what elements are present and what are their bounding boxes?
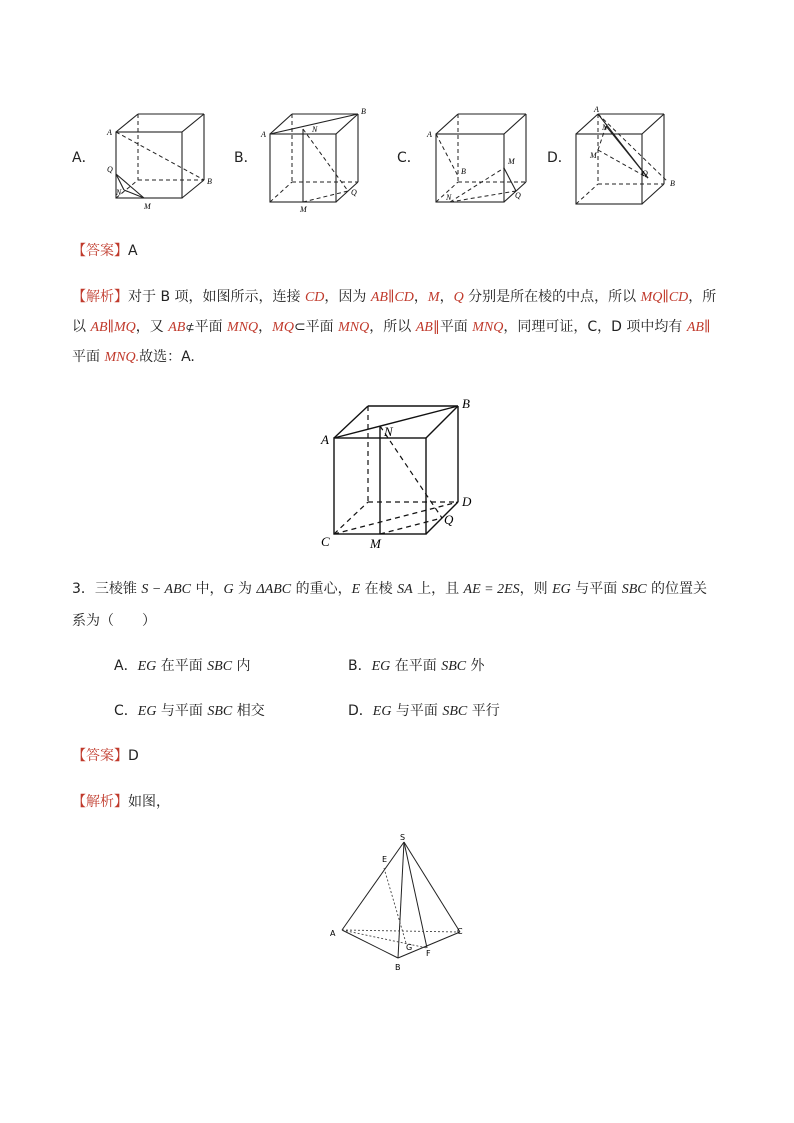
svg-text:Q: Q	[107, 165, 113, 174]
answer-tag: 【答案】	[72, 748, 128, 764]
cube-figure-b-enlarged	[318, 392, 488, 557]
option-a-label: A．	[72, 150, 96, 166]
svg-text:B: B	[207, 177, 212, 186]
answer-line-2	[72, 745, 139, 767]
label-B: B	[462, 396, 470, 411]
option-c-label: C．	[397, 150, 421, 166]
analysis-2-line-1: 【解析】如图，	[72, 794, 170, 810]
label-E: E	[382, 855, 388, 864]
answer-value: D	[128, 748, 139, 764]
q3-option-c[interactable]: C．EG 与平面 SBC 相交	[114, 703, 265, 719]
svg-text:A: A	[261, 130, 266, 139]
question-3-line-1: 3．三棱锥 S − ABC 中，G 为 ΔABC 的重心，E 在棱 SA 上，且 AE = 2ES，则 EG 与平面 SBC 的位置关	[72, 581, 708, 597]
q3-option-d[interactable]: D．EG 与平面 SBC 平行	[348, 703, 500, 719]
label-Q: Q	[444, 512, 454, 527]
label-B: B	[395, 963, 401, 972]
svg-text:M: M	[300, 205, 307, 214]
q3-option-a[interactable]: A．EG 在平面 SBC 内	[114, 658, 251, 674]
svg-text:M: M	[590, 151, 597, 160]
svg-text:M: M	[144, 202, 151, 211]
svg-text:Q: Q	[351, 188, 357, 197]
label-C: C	[321, 534, 330, 549]
label-G: G	[406, 943, 413, 952]
option-d-label: D．	[547, 150, 572, 166]
svg-text:A: A	[107, 128, 112, 137]
analysis-1-line-3: 平面 MNQ.故选：A.	[72, 349, 195, 365]
label-S: S	[400, 833, 406, 842]
svg-text:B: B	[361, 107, 366, 116]
label-A: A	[321, 432, 329, 447]
svg-text:N: N	[116, 188, 122, 197]
q3-option-b[interactable]: B．EG 在平面 SBC 外	[348, 658, 485, 674]
svg-text:N: N	[602, 123, 608, 132]
cube-figure-d	[568, 104, 688, 214]
analysis-tag: 【解析】	[72, 289, 128, 305]
pyramid-figure	[322, 830, 472, 975]
svg-text:A: A	[594, 105, 599, 114]
analysis-tag: 【解析】	[72, 794, 128, 810]
option-b-label: B．	[234, 150, 258, 166]
svg-text:N: N	[446, 193, 452, 202]
svg-text:N: N	[312, 125, 318, 134]
svg-text:Q: Q	[515, 191, 521, 200]
label-A: A	[330, 929, 336, 938]
label-M: M	[370, 536, 381, 551]
label-C: C	[457, 927, 463, 936]
answer-line-1	[72, 240, 138, 262]
cube-figure-b	[258, 104, 378, 214]
label-D: D	[462, 494, 472, 509]
answer-tag: 【答案】	[72, 243, 128, 259]
svg-text:B: B	[461, 167, 466, 176]
svg-text:Q: Q	[642, 169, 648, 178]
svg-text:A: A	[427, 130, 432, 139]
svg-text:B: B	[670, 179, 675, 188]
label-F: F	[426, 949, 431, 958]
answer-value: A	[128, 243, 138, 259]
cube-figure-a	[104, 104, 224, 214]
analysis-1-line-2: 以 AB∥MQ，又 AB⊄平面 MNQ，MQ⊂平面 MNQ，所以 AB∥平面 MNQ，同理可证，C，D 项中均有 AB∥	[72, 319, 711, 335]
label-N: N	[384, 424, 393, 439]
svg-text:M: M	[508, 157, 515, 166]
cube-figure-c	[424, 104, 544, 214]
question-3-line-2: 系为（ ）	[72, 613, 156, 629]
analysis-1-line-1: 【解析】对于 B 项，如图所示，连接 CD，因为 AB∥CD，M，Q 分别是所在棱的中点，所以 MQ∥CD，所	[72, 289, 717, 305]
